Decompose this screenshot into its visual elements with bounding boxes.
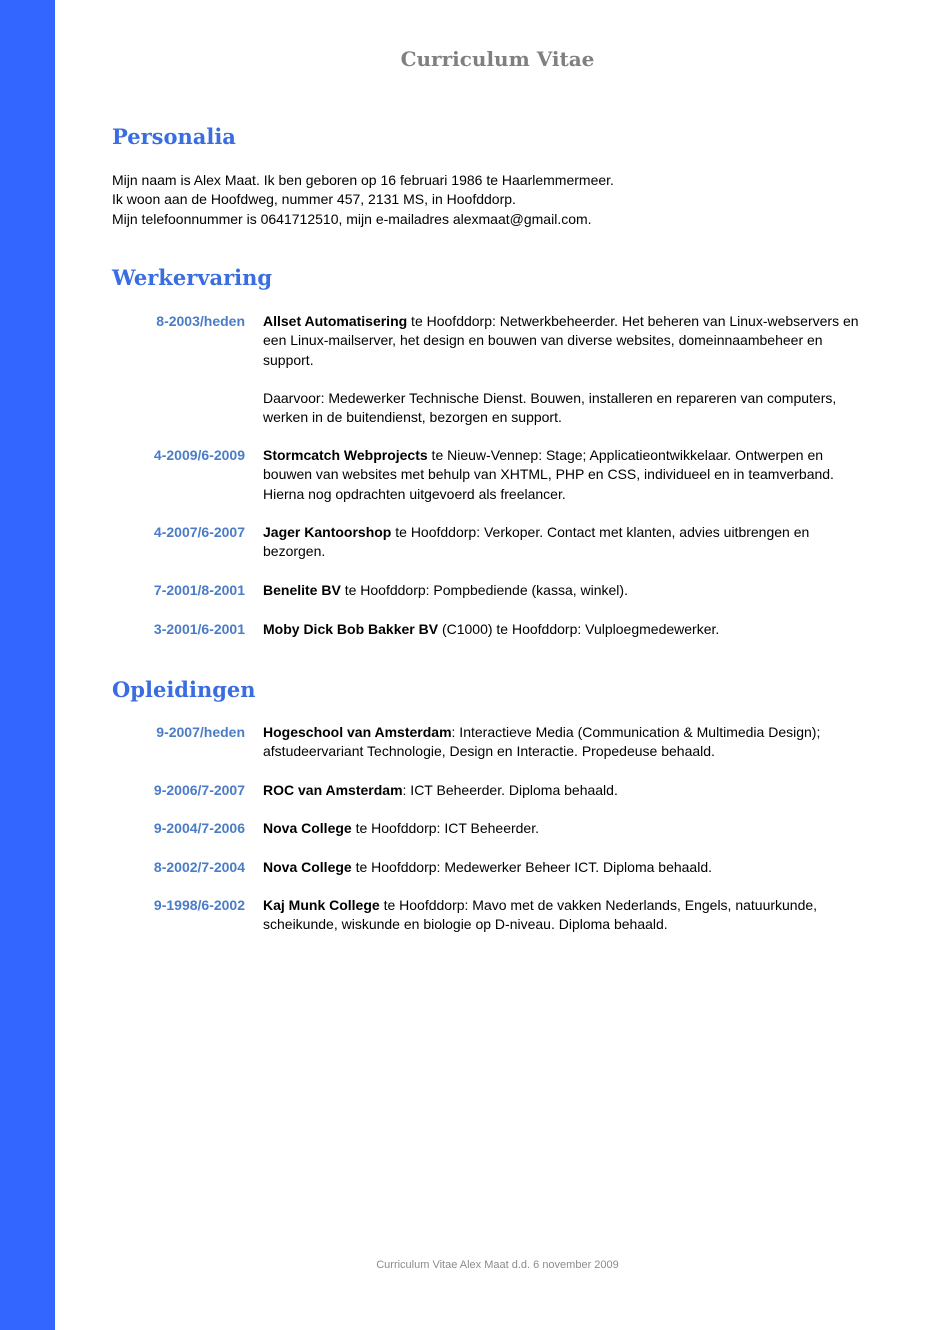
entry-text: te Hoofddorp: ICT Beheerder. <box>351 820 540 836</box>
entry-description <box>263 723 863 762</box>
entry-body <box>263 581 863 600</box>
entry-extra-text: Daarvoor: Medewerker Technische Dienst. Bouwen, installeren en repareren van computers, werken in de buitendienst, bezorgen en support. <box>263 390 837 426</box>
personalia-text <box>112 171 892 229</box>
entry-organization: ROC van Amsterdam <box>263 782 403 798</box>
entry-description <box>263 781 863 800</box>
entry-body <box>263 896 863 935</box>
entry-text: te Hoofddorp: Verkoper. Contact met klanten, advies uitbrengen en bezorgen. <box>263 524 810 560</box>
entry-text: : Interactieve Media (Communication & Multimedia Design); afstudeervariant Technologie, Design en Interactie. Propedeuse behaald. <box>263 724 821 760</box>
entry-date: 9-2006/7-2007 <box>153 782 245 798</box>
entry-date: 7-2001/8-2001 <box>153 582 245 598</box>
personalia-line: Ik woon aan de Hoofdweg, nummer 457, 2131 MS, in Hoofddorp. <box>112 191 516 208</box>
entry-date: 9-2007/heden <box>156 724 245 740</box>
side-bar <box>0 0 55 1330</box>
personalia-line: Mijn naam is Alex Maat. Ik ben geboren op 16 februari 1986 te Haarlemmermeer. <box>112 172 614 188</box>
entry-body <box>263 819 863 838</box>
entry-description <box>263 896 863 935</box>
entry-organization: Nova College <box>263 859 352 875</box>
entry-text: te Hoofddorp: Netwerkbeheerder. Het beheren van Linux-webservers en een Linux-mailserver, het design en bouwen van diverse websites, domeinnaambeheer en support. <box>263 313 859 368</box>
entry-body <box>263 858 863 877</box>
entry-body <box>263 620 863 639</box>
entry-date: 9-2004/7-2006 <box>153 820 245 836</box>
entry-date: 4-2009/6-2009 <box>153 447 245 463</box>
entry-text: : ICT Beheerder. Diploma behaald. <box>402 782 618 798</box>
entry-organization: Kaj Munk College <box>263 897 380 913</box>
entry-organization: Allset Automatisering <box>263 313 408 329</box>
entry-date: 4-2007/6-2007 <box>153 524 245 540</box>
entry-description <box>263 858 863 877</box>
werkervaring-heading: Werkervaring <box>112 265 273 290</box>
document-title: Curriculum Vitae <box>400 47 595 71</box>
entry-body <box>263 723 863 762</box>
personalia-heading: Personalia <box>112 124 236 149</box>
entry-body <box>263 523 863 562</box>
personalia-line: Mijn telefoonnummer is 0641712510, mijn e-mailadres alexmaat@gmail.com. <box>112 210 592 227</box>
entry-description <box>263 620 863 639</box>
entry-date: 3-2001/6-2001 <box>153 621 245 637</box>
entry-organization: Hogeschool van Amsterdam <box>263 724 452 740</box>
entry-organization: Stormcatch Webprojects <box>263 447 428 463</box>
entry-description <box>263 312 863 370</box>
entry-date: 9-1998/6-2002 <box>153 897 245 913</box>
entry-text: te Hoofddorp: Medewerker Beheer ICT. Diploma behaald. <box>351 859 713 875</box>
entry-organization: Nova College <box>263 820 352 836</box>
entry-description <box>263 581 863 600</box>
entry-organization: Jager Kantoorshop <box>263 524 392 540</box>
entry-body <box>263 781 863 800</box>
entry-organization: Benelite BV <box>263 582 341 598</box>
entry-description <box>263 446 863 504</box>
entry-text: te Hoofddorp: Mavo met de vakken Nederlands, Engels, natuurkunde, scheikunde, wiskunde en biologie op D-niveau. Diploma behaald. <box>263 897 818 933</box>
entry-date: 8-2003/heden <box>156 313 245 329</box>
page-footer: Curriculum Vitae Alex Maat d.d. 6 november 2009 <box>376 1259 619 1271</box>
opleidingen-heading: Opleidingen <box>112 677 256 702</box>
entry-description <box>263 819 863 838</box>
entry-text: te Hoofddorp: Pompbediende (kassa, winkel). <box>340 582 628 598</box>
entry-body <box>263 446 863 504</box>
entry-text: (C1000) te Hoofddorp: Vulploegmedewerker. <box>438 621 720 637</box>
entry-organization: Moby Dick Bob Bakker BV <box>263 621 439 637</box>
entry-body <box>263 312 863 428</box>
entry-description <box>263 523 863 562</box>
entry-date: 8-2002/7-2004 <box>153 859 245 875</box>
entry-text: te Nieuw-Vennep: Stage; Applicatieontwikkelaar. Ontwerpen en bouwen van websites met behulp van XHTML, PHP en CSS, individueel en in teamverband. Hierna nog opdrachten uitgevoerd als freelancer. <box>263 447 834 502</box>
